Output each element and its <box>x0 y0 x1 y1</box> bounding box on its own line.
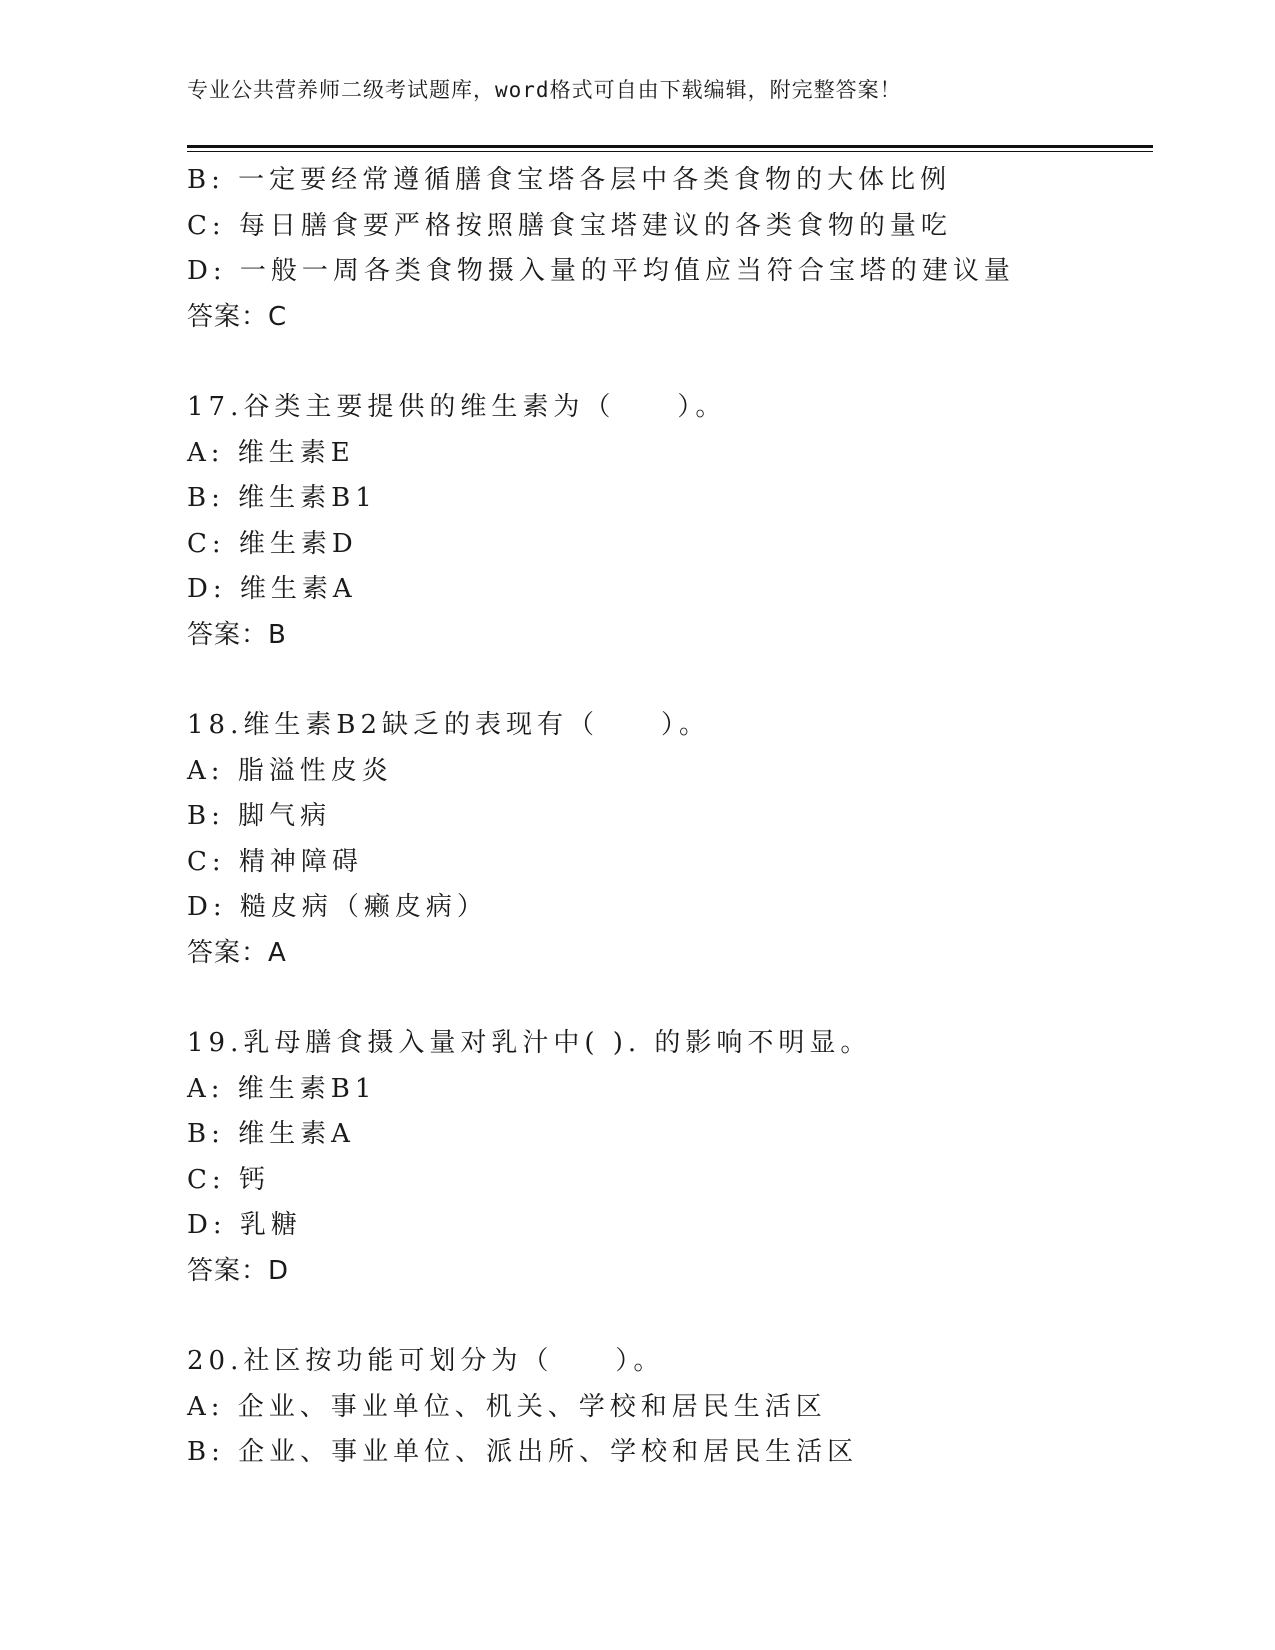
option-a: A: 维生素B1 <box>187 1073 377 1104</box>
answer: 答案：A <box>187 937 287 968</box>
document-header: 专业公共营养师二级考试题库，word格式可自由下载编辑，附完整答案！ <box>187 78 902 102</box>
question-17 <box>187 385 1147 658</box>
option-d: D: 糙皮病（癞皮病） <box>187 892 488 922</box>
option-c: C: 维生素D <box>187 528 358 559</box>
option-a: A: 企业、事业单位、机关、学校和居民生活区 <box>187 1391 827 1422</box>
header-rule-thin <box>187 151 1153 152</box>
option-b: B: 一定要经常遵循膳食宝塔各层中各类食物的大体比例 <box>187 165 952 195</box>
option-b: B: 脚气病 <box>187 801 332 831</box>
option-b: B: 维生素B1 <box>187 483 377 513</box>
question-stem: 17.谷类主要提供的维生素为（ ）。 <box>187 392 727 422</box>
answer: 答案：D <box>187 1255 290 1286</box>
question-20 <box>187 1339 1147 1476</box>
question-stem: 19.乳母膳食摄入量对乳汁中( ). 的影响不明显。 <box>187 1028 872 1058</box>
option-c: C: 每日膳食要严格按照膳食宝塔建议的各类食物的量吃 <box>187 210 952 241</box>
header-rule-thick <box>187 145 1153 148</box>
option-b: B: 维生素A <box>187 1119 355 1149</box>
option-a: A: 脂溢性皮炎 <box>187 755 393 786</box>
option-c: C: 精神障碍 <box>187 846 363 877</box>
option-c: C: 钙 <box>187 1164 270 1195</box>
option-d: D: 维生素A <box>187 574 357 604</box>
question-stem: 18.维生素B2缺乏的表现有（ ）。 <box>187 710 710 740</box>
document-body <box>187 158 1147 1476</box>
option-d: D: 一般一周各类食物摄入量的平均值应当符合宝塔的建议量 <box>187 256 1015 286</box>
question-19 <box>187 1021 1147 1294</box>
question-stem: 20.社区按功能可划分为（ ）。 <box>187 1346 665 1376</box>
option-d: D: 乳糖 <box>187 1210 302 1240</box>
option-a: A: 维生素E <box>187 437 355 468</box>
answer: 答案：B <box>187 619 287 650</box>
answer: 答案：C <box>187 301 288 332</box>
question-16-continued <box>187 158 1147 340</box>
option-b: B: 企业、事业单位、派出所、学校和居民生活区 <box>187 1437 859 1467</box>
question-18 <box>187 703 1147 976</box>
